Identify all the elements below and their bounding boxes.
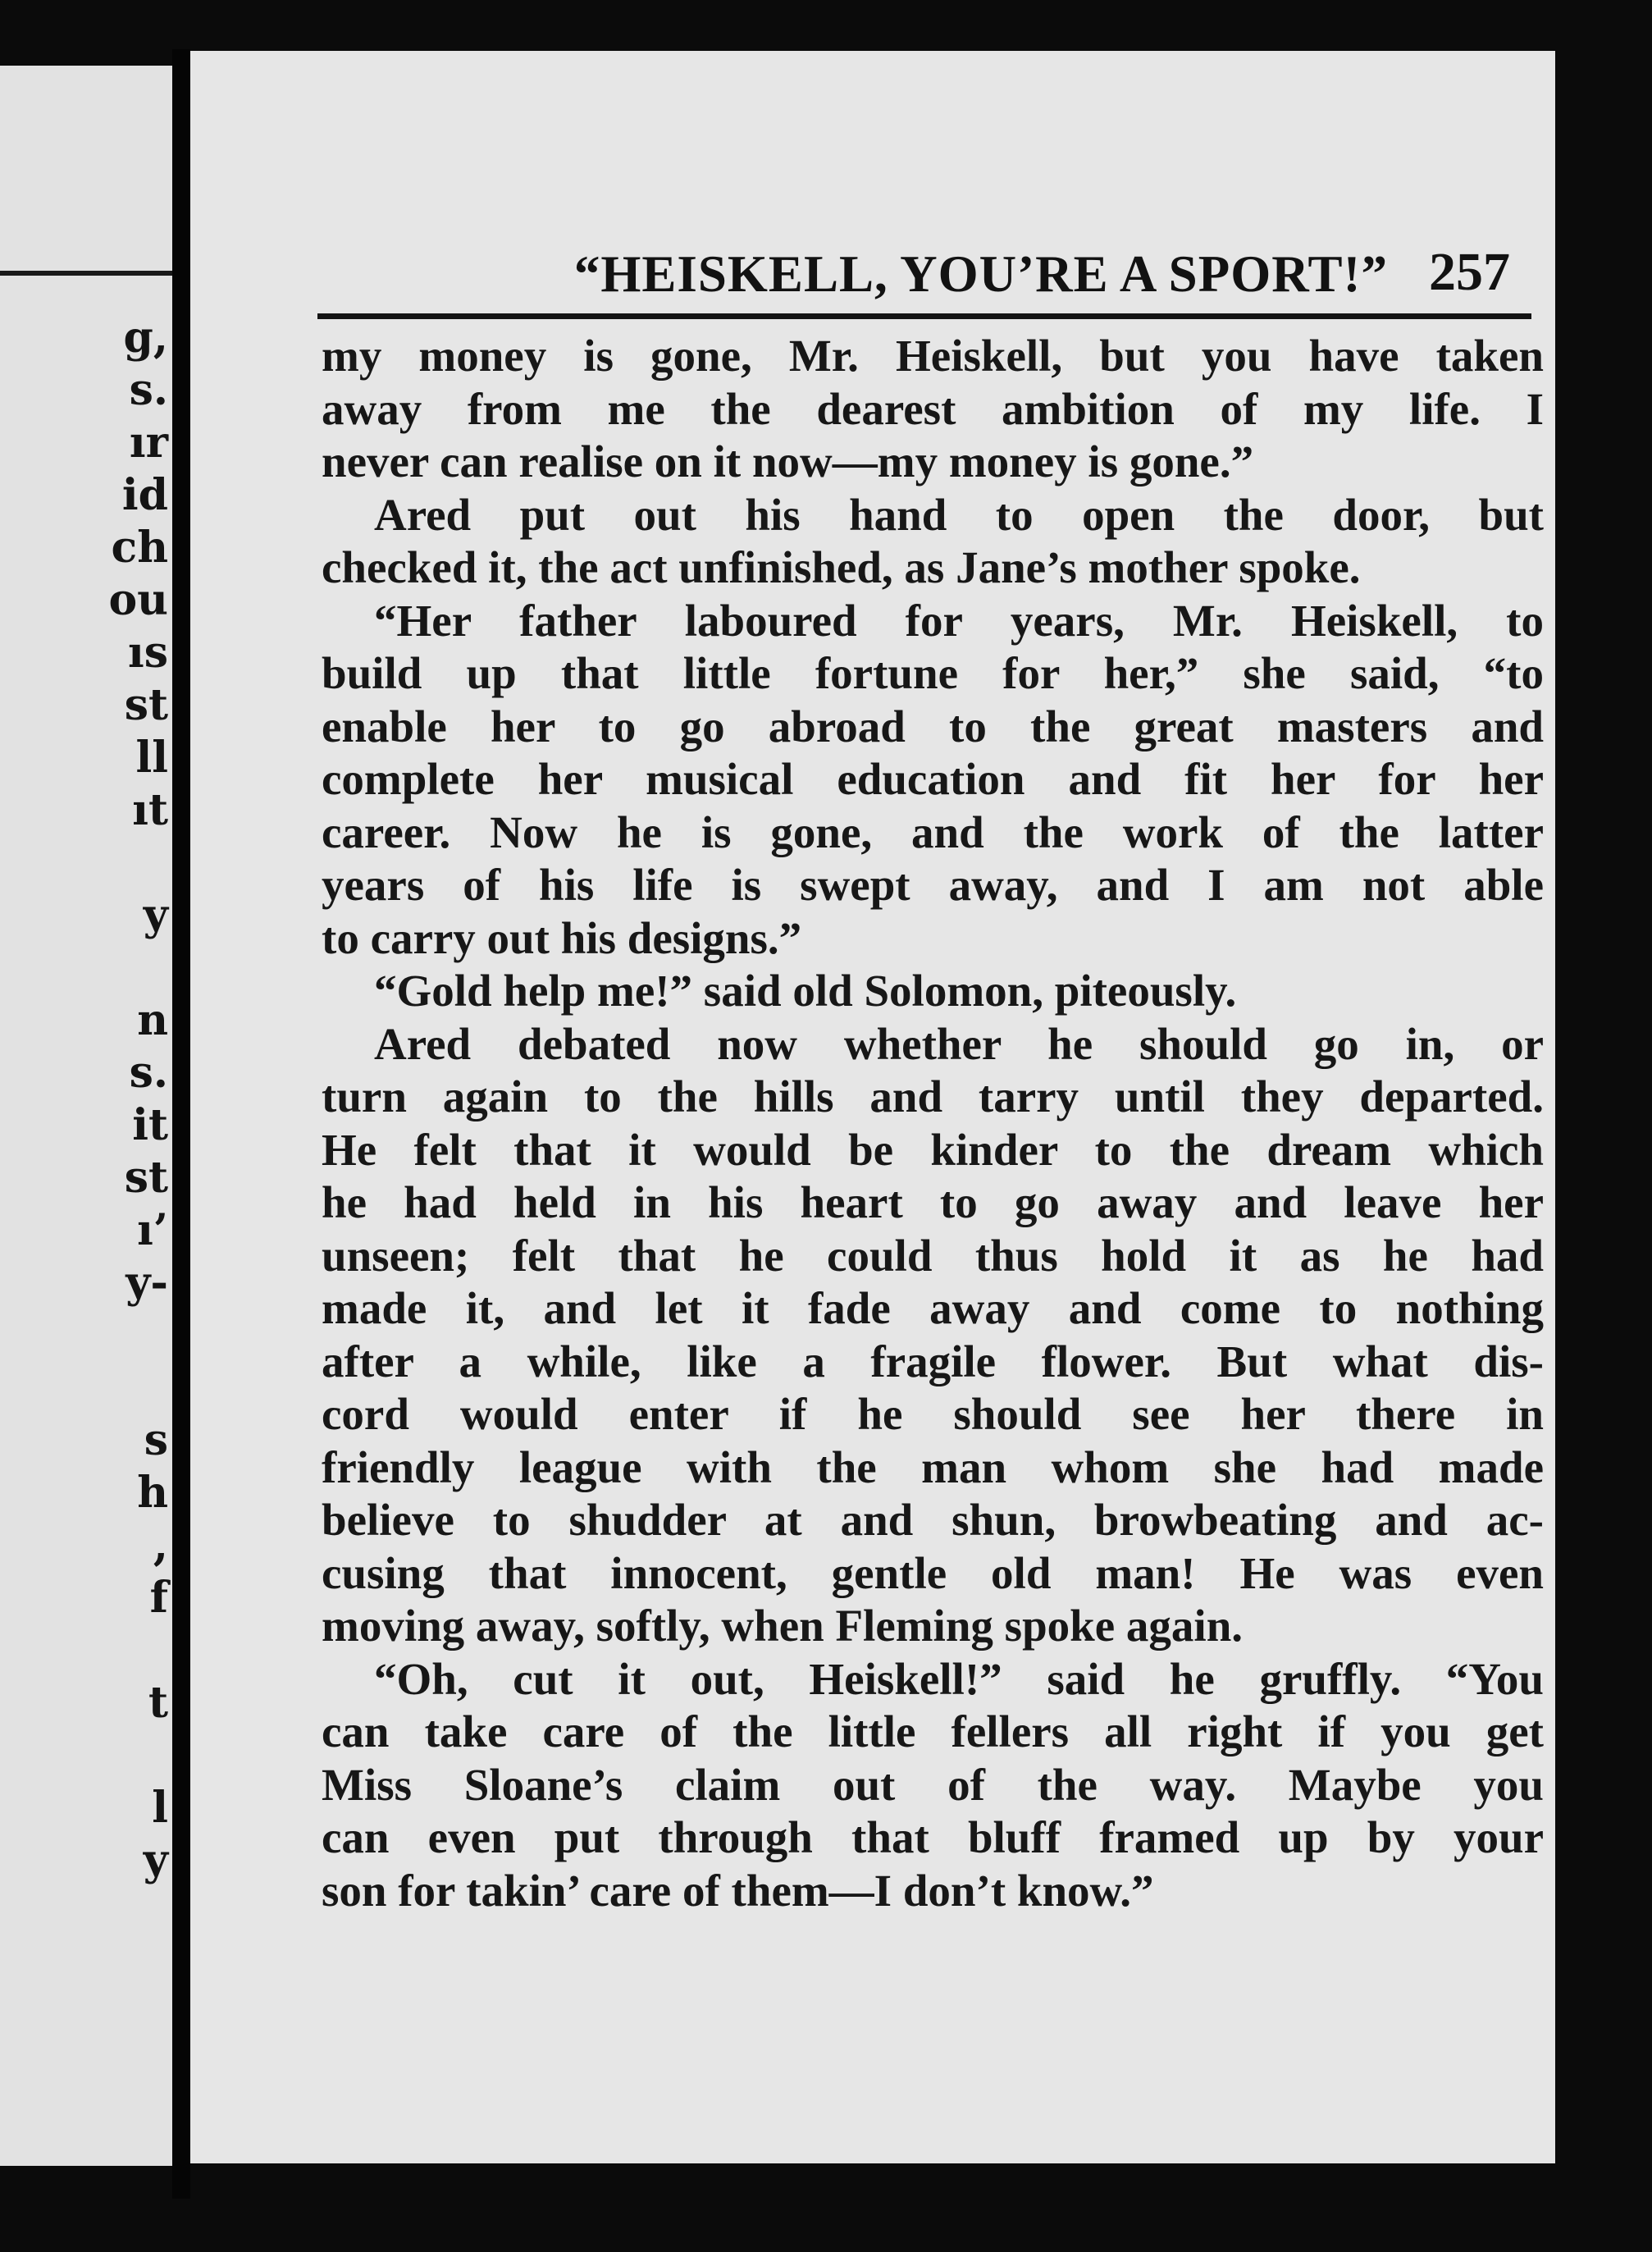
fragment: ı’ — [137, 1205, 168, 1255]
fragment: , — [153, 1520, 168, 1570]
text-line: my money is gone, Mr. Heiskell, but you have taken — [322, 331, 1544, 381]
facing-page-edge — [0, 66, 172, 2166]
text-line: Ared put out his hand to open the door, but — [374, 489, 1544, 540]
text-line: can even put through that bluff framed up by your — [322, 1812, 1544, 1862]
fragment — [0, 1362, 168, 1414]
fragment — [0, 1624, 168, 1677]
text-line: career. Now he is gone, and the work of the latter — [322, 806, 1544, 857]
fragment: ır — [129, 418, 168, 468]
text-line: son for takin’ care of them—I don’t know.” — [322, 1865, 1154, 1916]
text-line: made it, and let it fade away and come to nothing — [322, 1283, 1544, 1333]
fragment — [0, 1309, 168, 1362]
fragment: t — [148, 1678, 168, 1728]
text-line: cord would enter if he should see her there in — [322, 1389, 1544, 1439]
fragment: s. — [129, 1048, 168, 1098]
fragment: y — [143, 890, 168, 940]
body-text — [322, 330, 1544, 1917]
text-line: friendly league with the man whom she had made — [322, 1441, 1544, 1492]
fragment: y — [143, 1835, 168, 1885]
text-line: Ared debated now whether he should go in, or — [374, 1018, 1544, 1069]
text-line: believe to shudder at and shun, browbeating and ac- — [322, 1495, 1544, 1545]
fragment: s — [144, 1415, 168, 1465]
text-line: “Oh, cut it out, Heiskell!” said he gruffly. “You — [374, 1653, 1544, 1704]
text-line: build up that little fortune for her,” she said, “to — [322, 648, 1544, 698]
header-rule — [317, 313, 1531, 319]
facing-page-rule — [0, 271, 172, 276]
fragment — [0, 1729, 168, 1782]
fragment: n — [137, 995, 168, 1045]
text-line: to carry out his designs.” — [322, 912, 802, 963]
page-number: 257 — [1429, 242, 1510, 302]
fragment: f — [149, 1573, 168, 1623]
text-line: years of his life is swept away, and I am not able — [322, 860, 1544, 910]
fragment: y- — [125, 1258, 168, 1308]
fragment: st — [124, 1153, 168, 1203]
text-line: turn again to the hills and tarry until they departed. — [322, 1071, 1544, 1121]
facing-page-line-endings — [0, 312, 168, 1887]
book-gutter — [172, 49, 190, 2199]
text-line: complete her musical education and fit her for her — [322, 754, 1544, 804]
text-line: “Her father laboured for years, Mr. Heiskell, to — [374, 595, 1544, 646]
fragment: ou — [108, 575, 168, 625]
book-page — [190, 51, 1555, 2163]
fragment: it — [132, 1100, 168, 1150]
fragment: ch — [111, 523, 168, 573]
fragment: ll — [135, 733, 168, 783]
fragment: g, — [123, 313, 168, 363]
fragment: s. — [129, 365, 168, 415]
text-line: can take care of the little fellers all right if you get — [322, 1706, 1544, 1756]
fragment: ıs — [127, 628, 168, 678]
text-line: cusing that innocent, gentle old man! He was even — [322, 1547, 1544, 1598]
text-line: never can realise on it now—my money is gone.” — [322, 436, 1254, 486]
text-line: unseen; felt that he could thus hold it as he had — [322, 1230, 1544, 1281]
text-line: “Gold help me!” said old Solomon, piteously. — [374, 966, 1237, 1016]
fragment: ıt — [132, 785, 168, 835]
fragment: l — [152, 1783, 168, 1833]
running-head: “HEISKELL, YOU’RE A SPORT!” — [573, 245, 1388, 303]
text-line: He felt that it would be kinder to the dream which — [322, 1124, 1544, 1175]
text-line: away from me the dearest ambition of my life. I — [322, 383, 1544, 434]
text-line: he had held in his heart to go away and leave her — [322, 1177, 1544, 1227]
text-line: moving away, softly, when Fleming spoke again. — [322, 1601, 1244, 1651]
fragment: st — [124, 680, 168, 730]
page-header — [371, 195, 1536, 303]
fragment — [0, 942, 168, 994]
text-line: enable her to go abroad to the great masters and — [322, 701, 1544, 751]
fragment: id — [121, 470, 168, 520]
text-line: checked it, the act unfinished, as Jane’s mother spoke. — [322, 542, 1361, 592]
text-line: Miss Sloane’s claim out of the way. Maybe you — [322, 1759, 1544, 1810]
text-line: after a while, like a fragile flower. But what dis- — [322, 1336, 1544, 1386]
fragment — [0, 837, 168, 889]
fragment: h — [137, 1468, 168, 1518]
